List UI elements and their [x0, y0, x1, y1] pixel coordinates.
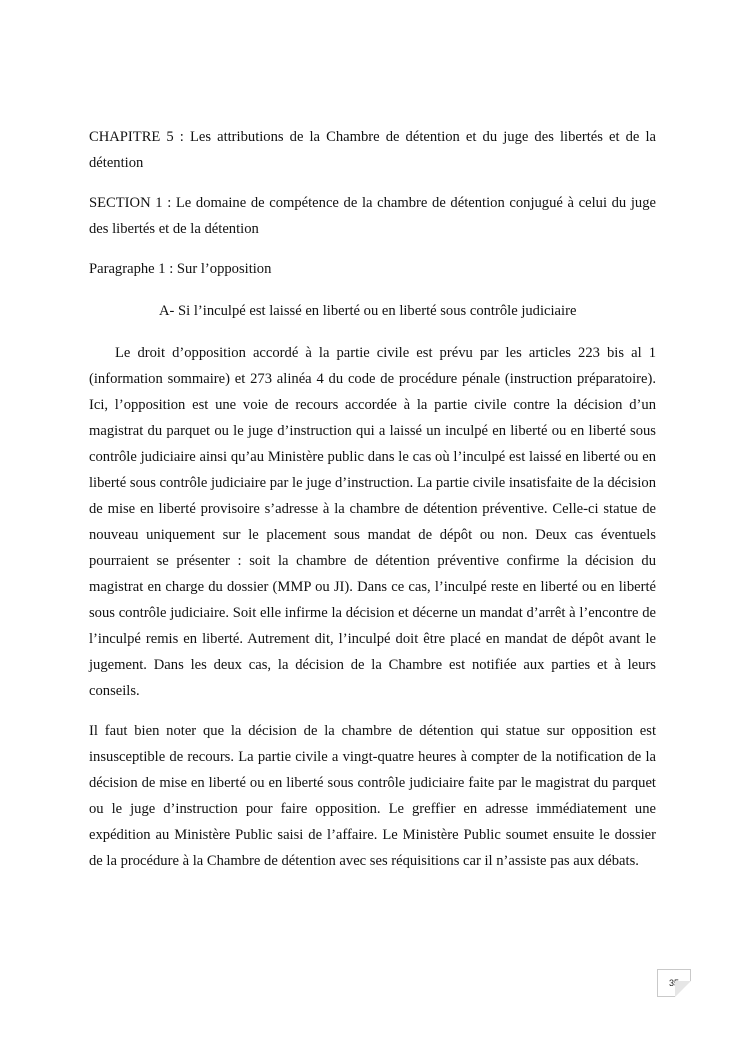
subsection-heading: A- Si l’inculpé est laissé en liberté ou en liberté sous contrôle judiciaire	[159, 303, 577, 319]
body-paragraph: Le droit d’opposition accordé à la partie civile est prévu par les articles 223 bis al 1 (information sommaire) et 273 alinéa 4 du code de procédure pénale (instruction préparatoire). Ici, l’opposition est une voie de recours accordée à la partie civile contre la décision d’un magistrat du parquet ou le juge d’instruction qui a laissé un inculpé en liberté ou en liberté sous contrôle judiciaire ainsi qu’au Ministère public dans le cas où l’inculpé est laissé en liberté ou en liberté sous contrôle judiciaire par le juge d’instruction. La partie civile insatisfaite de la décision de mise en liberté provisoire s’adresse à la chambre de détention préventive. Celle-ci statue de nouveau uniquement sur le placement sous mandat de dépôt ou non. Deux cas éventuels pourraient se présenter : soit la chambre de détention préventive confirme la décision du magistrat en charge du dossier (MMP ou JI). Dans ce cas, l’inculpé reste en liberté ou en liberté sous contrôle judiciaire. Soit elle infirme la décision et décerne un mandat d’arrêt à l’encontre de l’inculpé remis en liberté. Autrement dit, l’inculpé doit être placé en mandat de dépôt avant le jugement. Dans les deux cas, la décision de la Chambre est notifiée aux parties et à leurs conseils.	[89, 345, 656, 699]
page-number: 35	[657, 969, 691, 997]
page-content	[89, 124, 656, 874]
section-heading: SECTION 1 : Le domaine de compétence de la chambre de détention conjugué à celui du juge des libertés et de la détention	[89, 195, 656, 237]
paragraph-heading: Paragraphe 1 : Sur l’opposition	[89, 261, 272, 277]
chapter-heading: CHAPITRE 5 : Les attributions de la Chambre de détention et du juge des libertés et de la détention	[89, 129, 656, 171]
body-paragraph: Il faut bien noter que la décision de la chambre de détention qui statue sur opposition est insusceptible de recours. La partie civile a vingt-quatre heures à compter de la notification de la décision de mise en liberté ou en liberté sous contrôle judiciaire faite par le magistrat du parquet ou le juge d’instruction pour faire opposition. Le greffier en adresse immédiatement une expédition au Ministère Public saisi de l’affaire. Le Ministère Public soumet ensuite le dossier de la procédure à la Chambre de détention avec ses réquisitions car il n’assiste pas aux débats.	[89, 723, 656, 869]
